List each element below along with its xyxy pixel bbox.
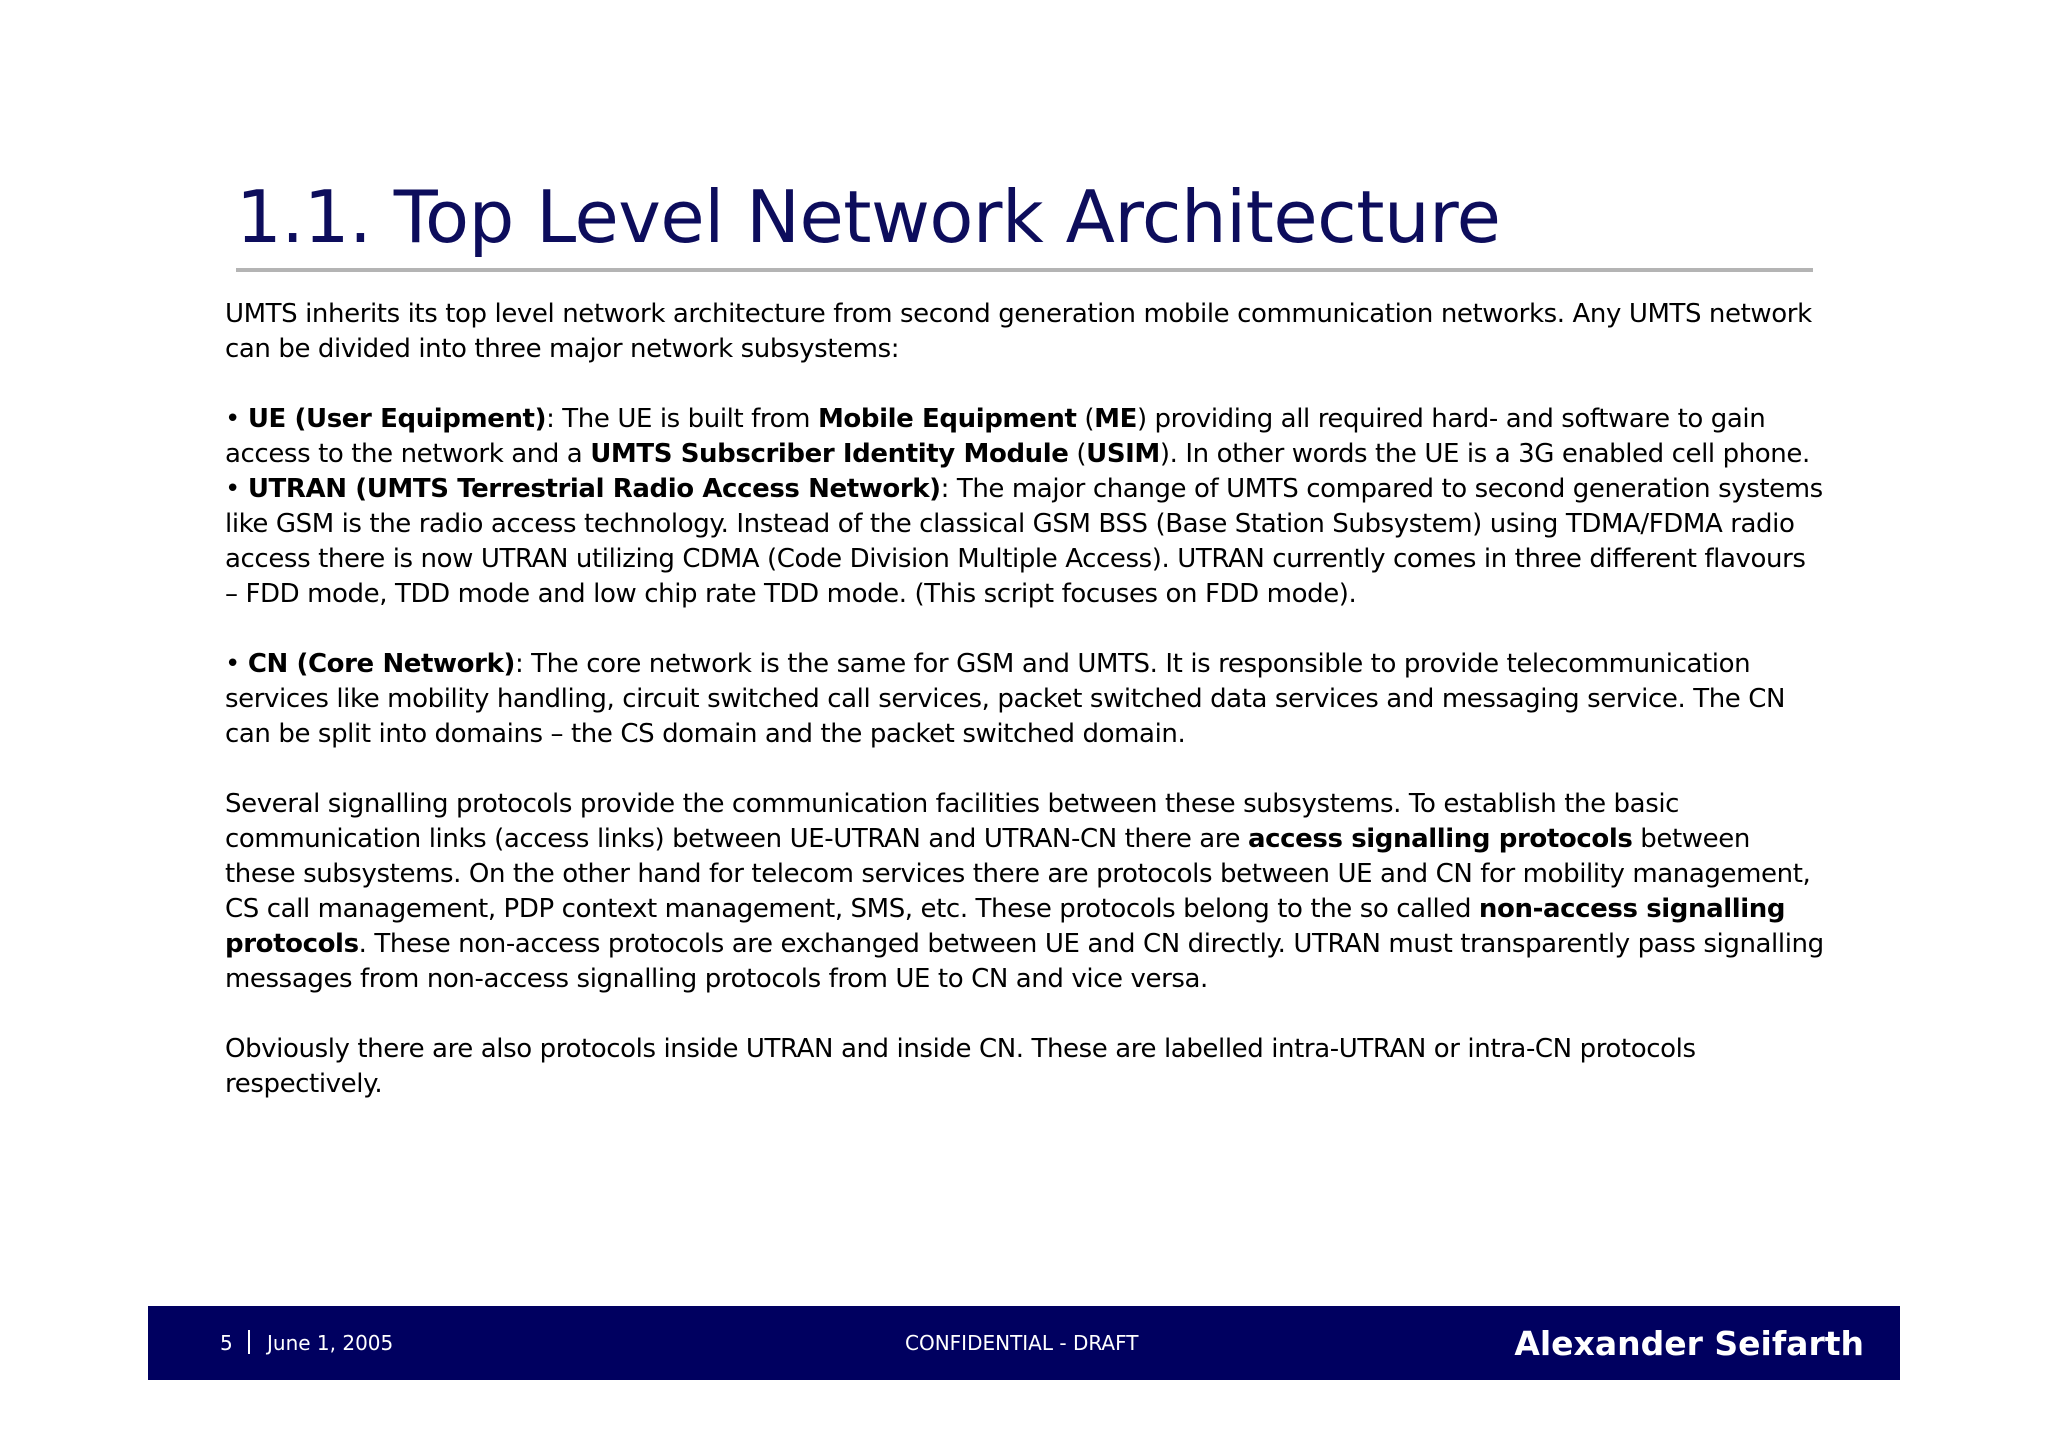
- ue-text-3: ) providing all required hard- and software to gain access to the network and a: [225, 404, 1766, 469]
- cn-text: : The core network is the same for GSM and UMTS. It is responsible to provide telecommunication services like mobility handling, circuit switched call services, packet switched data services and messaging service. The CN can be split into domains – the CS domain and the packet switched domain.: [225, 649, 1786, 749]
- usim-abbr: USIM: [1086, 439, 1160, 469]
- cn-term: CN (Core Network): [247, 649, 515, 679]
- closing-paragraph: Obviously there are also protocols inside UTRAN and inside CN. These are labelled intra-UTRAN or intra-CN protocols respectively.: [225, 1034, 1696, 1099]
- ue-text-4: (: [1068, 439, 1087, 469]
- paragraph-gap: [225, 367, 1825, 402]
- protocols-text-2: between these subsystems. On the other hand for telecom services there are protocols between UE and CN for mobility management, CS call management, PDP context management, SMS, etc. These protocols belong to the so called: [225, 824, 1811, 924]
- protocols-text-1: Several signalling protocols provide the communication facilities between these subsystems. To establish the basic communication links (access links) between UE-UTRAN and UTRAN-CN there are: [225, 789, 1680, 854]
- usim-term: UMTS Subscriber Identity Module: [590, 439, 1069, 469]
- bullet-glyph: •: [225, 474, 240, 504]
- access-signalling-term: access signalling protocols: [1248, 824, 1633, 854]
- ue-text-2: (: [1076, 404, 1095, 434]
- paragraph-gap: [225, 752, 1825, 787]
- confidentiality-label: CONFIDENTIAL - DRAFT: [905, 1331, 1139, 1355]
- protocols-text-3: . These non-access protocols are exchanged between UE and CN directly. UTRAN must transparently pass signalling messages from non-access signalling protocols from UE to CN and vice versa.: [225, 929, 1824, 994]
- bullet-glyph: •: [225, 649, 240, 679]
- intro-paragraph: UMTS inherits its top level network architecture from second generation mobile communication networks. Any UMTS network can be divided into three major network subsystems:: [225, 299, 1812, 364]
- author-name: Alexander Seifarth: [1514, 1324, 1864, 1363]
- footer-date: June 1, 2005: [267, 1331, 394, 1355]
- ue-term: UE (User Equipment): [247, 404, 547, 434]
- ue-text-5: ). In other words the UE is a 3G enabled cell phone.: [1159, 439, 1810, 469]
- paragraph-gap: [225, 997, 1825, 1032]
- non-access-signalling-term: non-access signalling protocols: [225, 894, 1786, 959]
- slide-title: 1.1. Top Level Network Architecture: [236, 175, 1501, 259]
- footer-separator: [248, 1330, 250, 1354]
- utran-term: UTRAN (UMTS Terrestrial Radio Access Network): [247, 474, 941, 504]
- utran-bullet-paragraph: [225, 472, 1825, 612]
- slide-body: [225, 297, 1825, 1102]
- ue-text-1: : The UE is built from: [546, 404, 818, 434]
- me-abbr: ME: [1094, 404, 1137, 434]
- cn-bullet-paragraph: [225, 647, 1825, 752]
- utran-text: : The major change of UMTS compared to second generation systems like GSM is the radio access technology. Instead of the classical GSM BSS (Base Station Subsystem) using TDMA/FDMA radio access there is now UTRAN utilizing CDMA (Code Division Multiple Access). UTRAN currently comes in three different flavours – FDD mode, TDD mode and low chip rate TDD mode. (This script focuses on FDD mode).: [225, 474, 1823, 609]
- page-number: 5: [220, 1331, 233, 1355]
- bullet-glyph: •: [225, 404, 240, 434]
- ue-bullet-paragraph: [225, 402, 1825, 472]
- title-divider: [236, 268, 1813, 272]
- footer-bar: [148, 1306, 1900, 1380]
- paragraph-gap: [225, 612, 1825, 647]
- me-term: Mobile Equipment: [817, 404, 1077, 434]
- protocols-paragraph: [225, 787, 1825, 997]
